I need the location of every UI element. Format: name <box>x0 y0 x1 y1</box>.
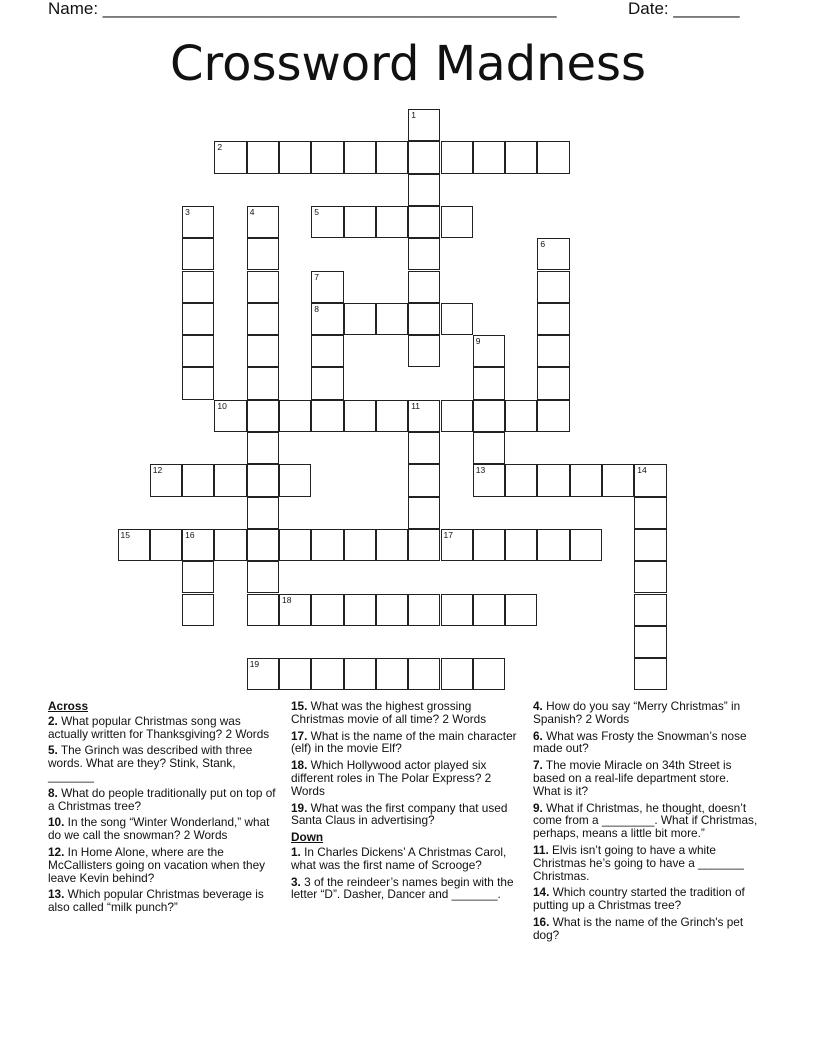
clue-number: 12 <box>152 465 163 476</box>
clue-item <box>48 787 280 813</box>
grid-cell[interactable] <box>247 594 279 626</box>
grid-cell[interactable] <box>473 141 505 173</box>
grid-cell[interactable] <box>408 529 440 561</box>
grid-cell[interactable] <box>344 529 376 561</box>
clue-number: 2 <box>217 142 223 153</box>
clue-item-number: 9. <box>533 800 543 815</box>
grid-cell[interactable] <box>408 594 440 626</box>
grid-cell[interactable] <box>537 529 569 561</box>
grid-cell[interactable] <box>247 141 279 173</box>
grid-cell[interactable] <box>408 174 440 206</box>
grid-cell[interactable] <box>408 271 440 303</box>
grid-cell[interactable] <box>505 400 537 432</box>
grid-cell[interactable] <box>505 594 537 626</box>
page-title: Crossword Madness <box>169 36 647 92</box>
grid-cell[interactable] <box>311 335 343 367</box>
grid-cell[interactable] <box>182 367 214 399</box>
grid-cell[interactable] <box>570 529 602 561</box>
grid-cell[interactable] <box>182 561 214 593</box>
clue-item-number: 7. <box>533 758 543 773</box>
grid-cell[interactable] <box>408 464 440 496</box>
clue-item <box>533 700 758 726</box>
grid-cell[interactable] <box>634 658 666 690</box>
clue-item-text: Which Hollywood actor played six different roles in The Polar Express? 2 Words <box>291 758 492 798</box>
clue-item-text: What is the name of the main character (elf) in the movie Elf? <box>291 728 517 756</box>
grid-cell[interactable] <box>473 529 505 561</box>
grid-cell[interactable] <box>376 206 408 238</box>
clue-column-2 <box>291 700 521 905</box>
clue-number: 8 <box>314 303 320 314</box>
clue-number: 1 <box>411 110 416 120</box>
clue-item <box>533 916 758 942</box>
clue-item <box>291 730 521 756</box>
grid-cell[interactable] <box>441 206 473 238</box>
grid-cell[interactable] <box>634 594 666 626</box>
grid-cell[interactable] <box>182 529 214 561</box>
grid-cell[interactable] <box>247 271 279 303</box>
clue-item-number: 3. <box>291 874 301 889</box>
clue-item-text: Which country started the tradition of putting up a Christmas tree? <box>533 885 745 913</box>
grid-cell[interactable] <box>311 271 343 303</box>
clue-item-number: 12. <box>48 844 65 859</box>
grid-cell[interactable] <box>247 529 279 561</box>
grid-cell[interactable] <box>408 141 440 173</box>
grid-cell[interactable] <box>311 141 343 173</box>
grid-cell[interactable] <box>537 303 569 335</box>
grid-cell[interactable] <box>279 141 311 173</box>
clue-number: 19 <box>249 659 260 670</box>
grid-cell[interactable] <box>537 335 569 367</box>
clue-item <box>533 802 758 840</box>
clue-number: 7 <box>314 271 320 282</box>
clue-item <box>48 715 280 741</box>
grid-cell[interactable] <box>344 594 376 626</box>
date-field-label[interactable]: Date: _______ <box>628 0 740 18</box>
grid-cell[interactable] <box>537 400 569 432</box>
grid-cell[interactable] <box>182 271 214 303</box>
grid-cell[interactable] <box>311 367 343 399</box>
clue-number: 18 <box>282 594 292 605</box>
grid-cell[interactable] <box>279 658 311 690</box>
clue-item-text: 3 of the reindeer’s names begin with the letter “D”. Dasher, Dancer and _______. <box>291 874 514 902</box>
clue-number: 15 <box>120 529 130 540</box>
grid-cell[interactable] <box>311 594 343 626</box>
clue-number: 9 <box>475 336 481 347</box>
grid-cell[interactable] <box>408 238 440 270</box>
grid-cell[interactable] <box>279 529 311 561</box>
grid-cell[interactable] <box>408 400 440 432</box>
grid-cell[interactable] <box>408 206 440 238</box>
grid-cell[interactable] <box>247 303 279 335</box>
grid-cell[interactable] <box>247 464 279 496</box>
grid-cell[interactable] <box>441 594 473 626</box>
grid-cell[interactable] <box>182 206 214 238</box>
clue-item-text: In the song “Winter Wonderland,” what do we call the snowman? 2 Words <box>48 815 270 843</box>
grid-cell[interactable] <box>537 271 569 303</box>
grid-cell[interactable] <box>408 109 440 141</box>
grid-cell[interactable] <box>247 658 279 690</box>
grid-cell[interactable] <box>344 206 376 238</box>
clue-item <box>291 700 521 726</box>
grid-cell[interactable] <box>408 303 440 335</box>
clue-item <box>291 846 521 872</box>
clue-column-1 <box>48 700 280 918</box>
clue-number: 6 <box>540 239 546 250</box>
clue-item <box>48 744 280 782</box>
grid-cell[interactable] <box>150 464 182 496</box>
clue-item-text: What is the name of the Grinch's pet dog? <box>533 914 744 942</box>
clue-section-heading: Across <box>48 699 88 713</box>
grid-cell[interactable] <box>182 594 214 626</box>
grid-cell[interactable] <box>634 561 666 593</box>
grid-cell[interactable] <box>247 238 279 270</box>
clue-item-number: 11. <box>533 842 549 857</box>
clue-item <box>48 816 280 842</box>
grid-cell[interactable] <box>150 529 182 561</box>
clue-item-text: Which popular Christmas beverage is also called “milk punch?” <box>48 887 264 915</box>
grid-cell[interactable] <box>311 206 343 238</box>
grid-cell[interactable] <box>344 141 376 173</box>
grid-cell[interactable] <box>537 367 569 399</box>
grid-cell[interactable] <box>505 141 537 173</box>
clue-item-number: 1. <box>291 844 301 859</box>
clue-item-number: 15. <box>291 699 308 713</box>
clue-item <box>291 759 521 797</box>
clue-item-text: What was the highest grossing Christmas movie of all time? 2 Words <box>291 699 487 726</box>
clue-item-number: 19. <box>291 800 308 815</box>
grid-cell[interactable] <box>118 529 150 561</box>
grid-cell[interactable] <box>311 303 343 335</box>
grid-cell[interactable] <box>473 335 505 367</box>
grid-cell[interactable] <box>376 529 408 561</box>
clue-number: 14 <box>637 465 647 476</box>
clue-item-text: In Charles Dickens’ A Christmas Carol, what was the first name of Scrooge? <box>291 844 507 872</box>
clue-number: 16 <box>185 529 195 540</box>
grid-cell[interactable] <box>214 400 246 432</box>
grid-cell[interactable] <box>473 367 505 399</box>
name-field-label[interactable]: Name: ________________________________________________ <box>48 0 557 18</box>
grid-cell[interactable] <box>537 238 569 270</box>
grid-cell[interactable] <box>376 303 408 335</box>
grid-cell[interactable] <box>473 594 505 626</box>
grid-cell[interactable] <box>247 367 279 399</box>
clue-number: 3 <box>185 206 190 217</box>
clue-item-text: How do you say “Merry Christmas” in Spanish? 2 Words <box>533 699 741 726</box>
clue-item-text: What popular Christmas song was actually written for Thanksgiving? 2 Words <box>48 713 270 741</box>
clue-item-number: 17. <box>291 728 308 743</box>
grid-cell[interactable] <box>311 400 343 432</box>
clue-number: 4 <box>249 206 255 217</box>
grid-cell[interactable] <box>214 529 246 561</box>
grid-cell[interactable] <box>634 626 666 658</box>
grid-cell[interactable] <box>473 464 505 496</box>
grid-cell[interactable] <box>602 464 634 496</box>
clue-item <box>533 730 758 756</box>
clue-number: 5 <box>314 206 320 217</box>
clue-number: 13 <box>475 465 486 476</box>
grid-cell[interactable] <box>441 303 473 335</box>
grid-cell[interactable] <box>279 400 311 432</box>
grid-cell[interactable] <box>247 206 279 238</box>
grid-cell[interactable] <box>634 464 666 496</box>
clue-column-3 <box>533 700 758 946</box>
clue-item <box>533 886 758 912</box>
clue-item <box>291 802 521 828</box>
clue-item-number: 8. <box>48 785 58 800</box>
grid-cell[interactable] <box>441 529 473 561</box>
grid-cell[interactable] <box>311 529 343 561</box>
grid-cell[interactable] <box>441 400 473 432</box>
grid-cell[interactable] <box>311 658 343 690</box>
clue-item-number: 16. <box>533 914 550 929</box>
grid-cell[interactable] <box>214 464 246 496</box>
grid-cell[interactable] <box>247 335 279 367</box>
grid-cell[interactable] <box>634 529 666 561</box>
grid-cell[interactable] <box>537 464 569 496</box>
grid-cell[interactable] <box>376 658 408 690</box>
grid-cell[interactable] <box>441 141 473 173</box>
grid-cell[interactable] <box>344 400 376 432</box>
grid-cell[interactable] <box>182 238 214 270</box>
clue-item <box>48 846 280 884</box>
clue-item-number: 5. <box>48 743 58 758</box>
grid-cell[interactable] <box>247 561 279 593</box>
grid-cell[interactable] <box>279 464 311 496</box>
grid-cell[interactable] <box>570 464 602 496</box>
clue-item-text: What was the first company that used Santa Claus in advertising? <box>291 800 508 828</box>
grid-cell[interactable] <box>473 400 505 432</box>
grid-cell[interactable] <box>473 432 505 464</box>
grid-cell[interactable] <box>344 658 376 690</box>
clue-item-number: 18. <box>291 758 308 773</box>
grid-cell[interactable] <box>376 594 408 626</box>
clue-item-number: 14. <box>533 885 550 900</box>
clue-item-text: The Grinch was described with three words. What are they? Stink, Stank, _______ <box>48 743 253 783</box>
grid-cell[interactable] <box>408 658 440 690</box>
clue-item-text: Elvis isn’t going to have a white Christmas he’s going to have a _______ Christmas. <box>533 842 744 883</box>
clue-item <box>533 844 758 882</box>
grid-cell[interactable] <box>344 303 376 335</box>
grid-cell[interactable] <box>505 529 537 561</box>
grid-cell[interactable] <box>182 464 214 496</box>
clue-item-text: In Home Alone, where are the McCallisters going on vacation when they leave Kevin behind? <box>48 844 266 885</box>
clue-item-text: What was Frosty the Snowman’s nose made out? <box>533 728 747 756</box>
grid-cell[interactable] <box>279 594 311 626</box>
grid-cell[interactable] <box>376 400 408 432</box>
grid-cell[interactable] <box>247 497 279 529</box>
grid-cell[interactable] <box>505 464 537 496</box>
grid-cell[interactable] <box>182 303 214 335</box>
grid-cell[interactable] <box>537 141 569 173</box>
grid-cell[interactable] <box>247 432 279 464</box>
clue-item-text: The movie Miracle on 34th Street is based on a real-life department store. What is it? <box>533 758 732 798</box>
clue-item-number: 10. <box>48 815 65 830</box>
clue-item-number: 2. <box>48 713 58 728</box>
clue-item-text: What if Christmas, he thought, doesn’t come from a ________. What if Christmas, perhaps, means a little bit more.” <box>533 800 758 841</box>
clue-number: 10 <box>217 400 227 411</box>
grid-cell[interactable] <box>408 335 440 367</box>
clue-number: 11 <box>411 400 421 411</box>
grid-cell[interactable] <box>214 141 246 173</box>
clue-item-number: 4. <box>533 699 543 713</box>
clue-item-text: What do people traditionally put on top of a Christmas tree? <box>48 785 276 813</box>
grid-cell[interactable] <box>182 335 214 367</box>
grid-cell[interactable] <box>376 141 408 173</box>
clue-number: 17 <box>443 529 453 540</box>
grid-cell[interactable] <box>634 497 666 529</box>
clue-item <box>533 759 758 797</box>
clue-item <box>291 876 521 902</box>
clue-item <box>48 888 280 914</box>
grid-cell[interactable] <box>408 432 440 464</box>
clue-section-heading: Down <box>291 830 324 845</box>
grid-cell[interactable] <box>408 497 440 529</box>
grid-cell[interactable] <box>473 658 505 690</box>
grid-cell[interactable] <box>247 400 279 432</box>
clue-item-number: 13. <box>48 887 65 902</box>
clue-item-number: 6. <box>533 728 543 743</box>
grid-cell[interactable] <box>441 658 473 690</box>
